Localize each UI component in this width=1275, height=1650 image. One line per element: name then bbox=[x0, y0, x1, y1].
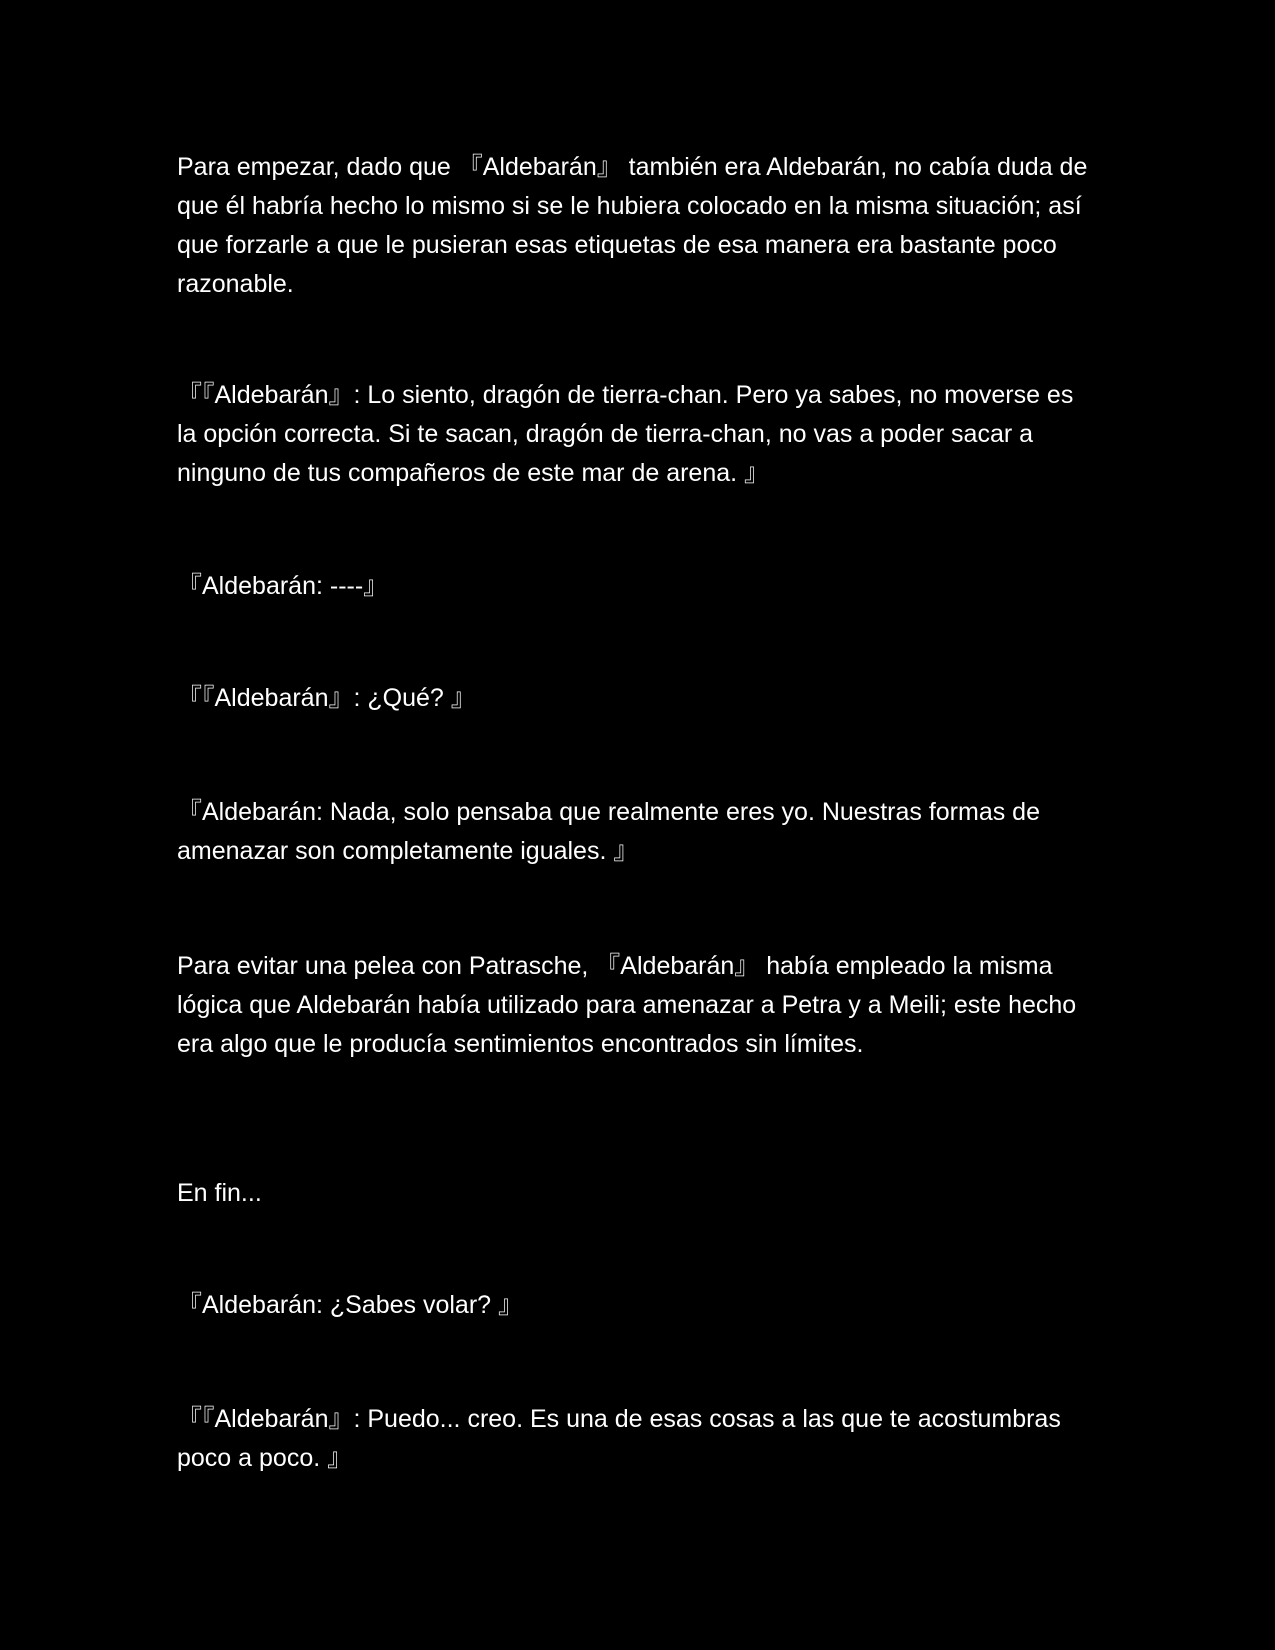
paragraph-dialogue-4: 『Aldebarán: Nada, solo pensaba que realmente eres yo. Nuestras formas de amenazar son completamente iguales. 』 bbox=[177, 798, 1040, 865]
paragraph-dialogue-2: 『Aldebarán: ----』 bbox=[177, 572, 389, 600]
paragraph-dialogue-5: 『Aldebarán: ¿Sabes volar? 』 bbox=[177, 1291, 524, 1319]
paragraph-narration-1: Para empezar, dado que 『Aldebarán』 también era Aldebarán, no cabía duda de que él habría hecho lo mismo si se le hubiera colocado en la misma situación; así que forzarle a que le pusieran esas etiquetas de esa manera era bastante poco razonable. bbox=[177, 153, 1088, 298]
paragraph-narration-3: En fin... bbox=[177, 1179, 262, 1207]
paragraph-narration-2: Para evitar una pelea con Patrasche, 『Aldebarán』 había empleado la misma lógica que Aldebarán había utilizado para amenazar a Petra y a Meili; este hecho era algo que le producía sentimientos encontrados sin límites. bbox=[177, 952, 1077, 1058]
paragraph-dialogue-1: 『『Aldebarán』: Lo siento, dragón de tierra-chan. Pero ya sabes, no moverse es la opción correcta. Si te sacan, dragón de tierra-chan, no vas a poder sacar a ninguno de tus compañeros de este mar de arena. 』 bbox=[177, 381, 1074, 487]
paragraph-dialogue-6: 『『Aldebarán』: Puedo... creo. Es una de esas cosas a las que te acostumbras poco a poco. 』 bbox=[177, 1405, 1061, 1472]
paragraph-dialogue-3: 『『Aldebarán』: ¿Qué? 』 bbox=[177, 684, 476, 712]
